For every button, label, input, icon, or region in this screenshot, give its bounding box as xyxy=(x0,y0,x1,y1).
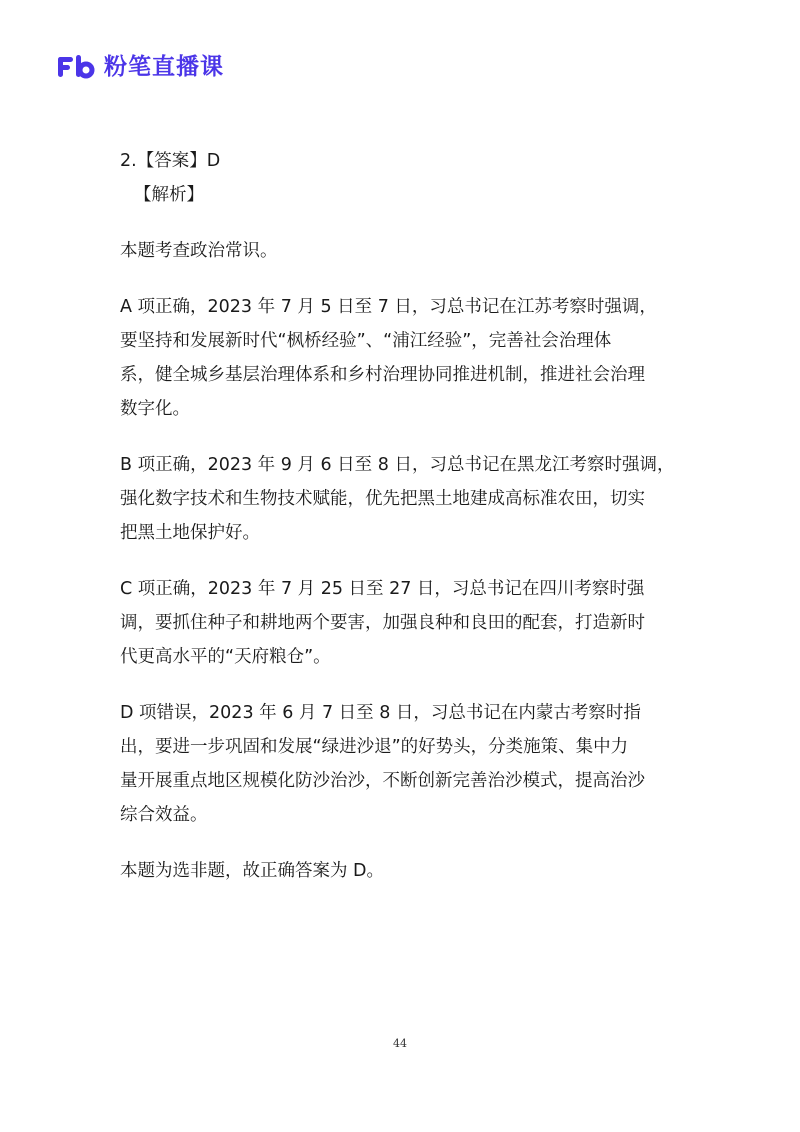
option-c-line: C 项正确，2023 年 7 月 25 日至 27 日，习总书记在四川考察时强 xyxy=(120,579,645,599)
option-c-line: 调，要抓住种子和耕地两个要害，加强良种和良田的配套，打造新时 xyxy=(120,613,645,633)
option-b-line: 把黑土地保护好。 xyxy=(120,523,260,543)
option-b-line: 强化数字技术和生物技术赋能，优先把黑土地建成高标准农田，切实 xyxy=(120,489,645,509)
analysis-label: 【解析】 xyxy=(134,185,204,205)
option-a-line: A 项正确，2023 年 7 月 5 日至 7 日，习总书记在江苏考察时强调， xyxy=(120,297,657,317)
brand-header xyxy=(56,52,224,82)
option-d-paragraph xyxy=(120,696,680,832)
option-b-line: B 项正确，2023 年 9 月 6 日至 8 日，习总书记在黑龙江考察时强调， xyxy=(120,455,675,475)
option-b-paragraph xyxy=(120,448,680,550)
option-a-line: 系，健全城乡基层治理体系和乡村治理协同推进机制，推进社会治理 xyxy=(120,365,645,385)
fenbi-logo-icon xyxy=(56,53,96,81)
option-c-line: 代更高水平的“天府粮仓”。 xyxy=(120,647,331,667)
option-a-line: 要坚持和发展新时代“枫桥经验”、“浦江经验”，完善社会治理体 xyxy=(120,331,612,351)
option-a-paragraph xyxy=(120,290,680,426)
conclusion-paragraph: 本题为选非题，故正确答案为 D。 xyxy=(120,861,385,881)
answer-content xyxy=(120,144,680,888)
option-d-line: 综合效益。 xyxy=(120,805,208,825)
page-number: 44 xyxy=(393,1037,407,1050)
answer-line: 2.【答案】D xyxy=(120,151,221,171)
option-d-line: 量开展重点地区规模化防沙治沙，不断创新完善治沙模式，提高治沙 xyxy=(120,771,645,791)
brand-name: 粉笔直播课 xyxy=(104,54,224,80)
intro-paragraph: 本题考查政治常识。 xyxy=(120,241,278,261)
option-c-paragraph xyxy=(120,572,680,674)
option-d-line: 出，要进一步巩固和发展“绿进沙退”的好势头，分类施策、集中力 xyxy=(120,737,629,757)
option-a-line: 数字化。 xyxy=(120,399,190,419)
option-d-line: D 项错误，2023 年 6 月 7 日至 8 日，习总书记在内蒙古考察时指 xyxy=(120,703,641,723)
